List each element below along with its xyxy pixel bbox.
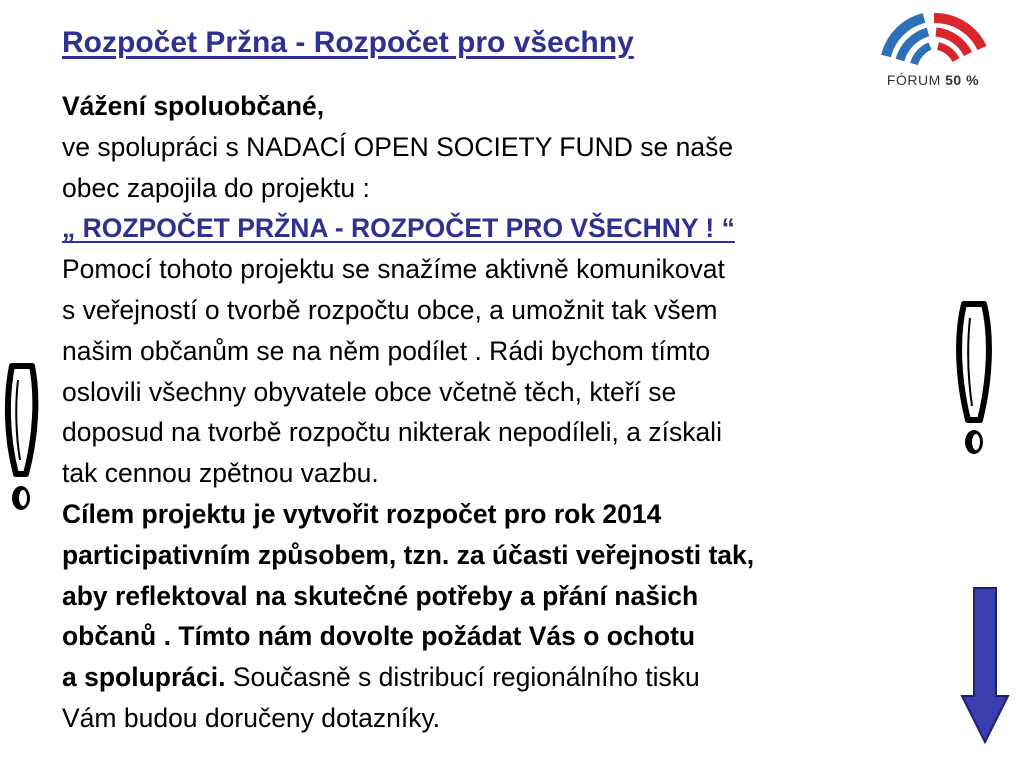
paragraph-line: našim občanům se na něm podílet . Rádi bychom tímto xyxy=(62,335,711,366)
paragraph-line: oslovili všechny obyvatele obce včetně těch, kteří se xyxy=(62,376,677,407)
paragraph-line: Pomocí tohoto projektu se snažíme aktivně komunikovat xyxy=(62,254,725,285)
paragraph-intro-line: ve spolupráci s NADACÍ OPEN SOCIETY FUND se naše xyxy=(62,131,734,162)
paragraph-intro-line: obec zapojila do projektu : xyxy=(62,172,370,203)
exclamation-mark-icon xyxy=(2,356,44,518)
closing-line: Vám budou doručeny dotazníky. xyxy=(62,702,441,733)
project-name-link[interactable]: „ ROZPOČET PRŽNA - ROZPOČET PRO VŠECHNY ! “ xyxy=(62,213,735,244)
paragraph-line: tak cennou zpětnou vazbu. xyxy=(62,458,379,489)
goal-line: občanů . Tímto nám dovolte požádat Vás o ochotu xyxy=(62,621,696,652)
logo-arcs-icon xyxy=(872,4,994,74)
goal-line: Cílem projektu je vytvořit rozpočet pro rok 2014 xyxy=(62,498,662,529)
page-title: Rozpočet Pržna - Rozpočet pro všechny xyxy=(62,26,634,59)
forum-50-logo xyxy=(872,4,994,92)
greeting: Vážení spoluobčané, xyxy=(62,91,325,121)
down-arrow-icon xyxy=(960,586,1010,746)
logo-brand: FÓRUM xyxy=(886,72,941,88)
goal-line: aby reflektoval na skutečné potřeby a přání našich xyxy=(62,580,699,611)
goal-line: participativním způsobem, tzn. za účasti veřejnosti tak, xyxy=(62,539,755,570)
main-text xyxy=(62,86,962,739)
paragraph-line: s veřejností o tvorbě rozpočtu obce, a umožnit tak všem xyxy=(62,294,718,325)
goal-line-bold: a spolupráci. xyxy=(62,662,226,693)
paragraph-line: doposud na tvorbě rozpočtu nikterak nepodíleli, a získali xyxy=(62,417,722,448)
goal-line-rest: Současně s distribucí regionálního tisku xyxy=(225,662,700,693)
exclamation-mark-icon xyxy=(950,296,998,462)
logo-percent: 50 % xyxy=(945,72,980,88)
